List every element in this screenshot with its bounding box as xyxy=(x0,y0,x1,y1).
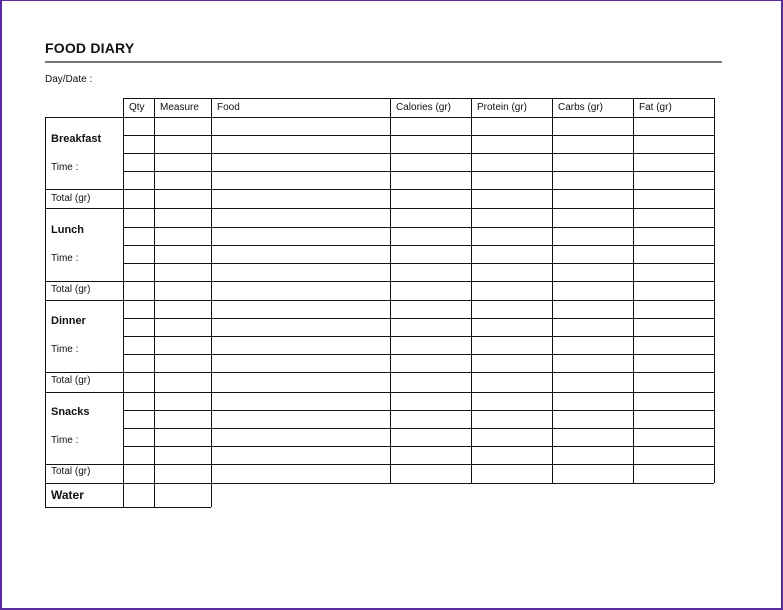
entry-cell-food[interactable] xyxy=(211,392,390,410)
grid-line xyxy=(45,208,46,300)
grid-line xyxy=(45,300,46,392)
grid-line xyxy=(714,117,715,208)
entry-cell-measure[interactable] xyxy=(154,336,211,354)
entry-cell-measure[interactable] xyxy=(154,171,211,189)
entry-cell-qty[interactable] xyxy=(123,354,154,372)
grid-line xyxy=(714,208,715,300)
entry-cell-fat[interactable] xyxy=(633,153,714,171)
entry-cell-protein[interactable] xyxy=(471,245,552,263)
column-header-calories: Calories (gr) xyxy=(396,102,452,113)
total-label-lunch: Total (gr) xyxy=(51,284,91,295)
grid-line xyxy=(390,300,391,392)
entry-cell-measure[interactable] xyxy=(154,153,211,171)
entry-cell-carbs[interactable] xyxy=(552,354,633,372)
grid-line xyxy=(633,392,634,483)
water-cell-measure[interactable] xyxy=(154,483,211,507)
entry-cell-fat[interactable] xyxy=(633,209,714,227)
column-header-protein: Protein (gr) xyxy=(477,102,528,113)
entry-cell-qty[interactable] xyxy=(123,227,154,245)
total-cell-fat[interactable] xyxy=(633,464,714,483)
grid-line xyxy=(714,98,715,117)
grid-line xyxy=(154,98,155,117)
entry-cell-calories[interactable] xyxy=(390,300,471,318)
total-cell-calories[interactable] xyxy=(390,372,471,391)
entry-cell-carbs[interactable] xyxy=(552,410,633,428)
entry-cell-carbs[interactable] xyxy=(552,318,633,336)
total-label-dinner: Total (gr) xyxy=(51,375,91,386)
entry-cell-fat[interactable] xyxy=(633,117,714,135)
entry-cell-food[interactable] xyxy=(211,428,390,446)
entry-cell-food[interactable] xyxy=(211,336,390,354)
water-cell-qty[interactable] xyxy=(123,483,154,507)
total-cell-carbs[interactable] xyxy=(552,372,633,391)
entry-cell-food[interactable] xyxy=(211,446,390,464)
grid-line xyxy=(714,392,715,483)
grid-line xyxy=(552,300,553,392)
entry-cell-carbs[interactable] xyxy=(552,446,633,464)
entry-cell-protein[interactable] xyxy=(471,410,552,428)
total-cell-food[interactable] xyxy=(211,372,390,391)
entry-cell-measure[interactable] xyxy=(154,245,211,263)
entry-cell-fat[interactable] xyxy=(633,245,714,263)
entry-cell-calories[interactable] xyxy=(390,227,471,245)
total-cell-food[interactable] xyxy=(211,464,390,483)
total-cell-carbs[interactable] xyxy=(552,281,633,300)
entry-cell-carbs[interactable] xyxy=(552,227,633,245)
entry-cell-measure[interactable] xyxy=(154,300,211,318)
entry-cell-food[interactable] xyxy=(211,263,390,281)
entry-cell-qty[interactable] xyxy=(123,245,154,263)
total-cell-qty[interactable] xyxy=(123,372,154,391)
total-cell-carbs[interactable] xyxy=(552,189,633,208)
entry-cell-protein[interactable] xyxy=(471,336,552,354)
meal-time-breakfast: Time : xyxy=(51,162,79,173)
entry-cell-fat[interactable] xyxy=(633,354,714,372)
entry-cell-measure[interactable] xyxy=(154,410,211,428)
entry-cell-measure[interactable] xyxy=(154,318,211,336)
column-header-carbs: Carbs (gr) xyxy=(558,102,604,113)
entry-cell-calories[interactable] xyxy=(390,117,471,135)
grid-line xyxy=(154,300,155,392)
entry-cell-carbs[interactable] xyxy=(552,245,633,263)
water-label: Water xyxy=(51,488,84,502)
entry-cell-fat[interactable] xyxy=(633,336,714,354)
grid-line xyxy=(123,117,124,208)
day-date-label: Day/Date : xyxy=(45,74,93,85)
entry-cell-qty[interactable] xyxy=(123,117,154,135)
grid-line xyxy=(211,117,212,208)
entry-cell-measure[interactable] xyxy=(154,428,211,446)
entry-cell-carbs[interactable] xyxy=(552,117,633,135)
page-title: FOOD DIARY xyxy=(45,40,135,56)
total-cell-measure[interactable] xyxy=(154,281,211,300)
column-header-food: Food xyxy=(217,102,240,113)
entry-cell-carbs[interactable] xyxy=(552,336,633,354)
entry-cell-fat[interactable] xyxy=(633,392,714,410)
entry-cell-measure[interactable] xyxy=(154,135,211,153)
entry-cell-carbs[interactable] xyxy=(552,392,633,410)
entry-cell-protein[interactable] xyxy=(471,263,552,281)
entry-cell-food[interactable] xyxy=(211,300,390,318)
total-cell-carbs[interactable] xyxy=(552,464,633,483)
grid-line xyxy=(390,117,391,208)
entry-cell-fat[interactable] xyxy=(633,318,714,336)
entry-cell-measure[interactable] xyxy=(154,227,211,245)
total-label-breakfast: Total (gr) xyxy=(51,193,91,204)
meal-label-lunch: Lunch xyxy=(51,224,84,236)
entry-cell-measure[interactable] xyxy=(154,354,211,372)
grid-line xyxy=(714,300,715,392)
grid-line xyxy=(552,98,553,117)
grid-line xyxy=(471,392,472,483)
entry-cell-fat[interactable] xyxy=(633,300,714,318)
entry-cell-protein[interactable] xyxy=(471,392,552,410)
meal-label-dinner: Dinner xyxy=(51,315,86,327)
total-cell-fat[interactable] xyxy=(633,189,714,208)
entry-cell-calories[interactable] xyxy=(390,336,471,354)
grid-line xyxy=(390,392,391,483)
entry-cell-fat[interactable] xyxy=(633,263,714,281)
grid-line xyxy=(154,392,155,483)
entry-cell-qty[interactable] xyxy=(123,300,154,318)
entry-cell-qty[interactable] xyxy=(123,410,154,428)
grid-line xyxy=(123,208,124,300)
grid-line xyxy=(390,98,391,117)
entry-cell-carbs[interactable] xyxy=(552,300,633,318)
grid-line xyxy=(211,300,212,392)
entry-cell-qty[interactable] xyxy=(123,209,154,227)
grid-line xyxy=(552,392,553,483)
entry-cell-measure[interactable] xyxy=(154,446,211,464)
column-header-fat: Fat (gr) xyxy=(639,102,672,113)
total-cell-calories[interactable] xyxy=(390,281,471,300)
total-cell-protein[interactable] xyxy=(471,372,552,391)
entry-cell-qty[interactable] xyxy=(123,446,154,464)
total-label-snacks: Total (gr) xyxy=(51,466,91,477)
entry-cell-measure[interactable] xyxy=(154,263,211,281)
total-cell-qty[interactable] xyxy=(123,189,154,208)
total-cell-food[interactable] xyxy=(211,189,390,208)
grid-line xyxy=(154,208,155,300)
entry-cell-calories[interactable] xyxy=(390,263,471,281)
entry-cell-qty[interactable] xyxy=(123,392,154,410)
entry-cell-calories[interactable] xyxy=(390,410,471,428)
entry-cell-calories[interactable] xyxy=(390,135,471,153)
entry-cell-protein[interactable] xyxy=(471,135,552,153)
entry-cell-food[interactable] xyxy=(211,117,390,135)
entry-cell-protein[interactable] xyxy=(471,300,552,318)
grid-line xyxy=(471,208,472,300)
entry-cell-protein[interactable] xyxy=(471,153,552,171)
total-cell-protein[interactable] xyxy=(471,189,552,208)
entry-cell-qty[interactable] xyxy=(123,153,154,171)
grid-line xyxy=(211,98,212,117)
entry-cell-food[interactable] xyxy=(211,171,390,189)
entry-cell-carbs[interactable] xyxy=(552,428,633,446)
grid-line xyxy=(45,483,46,507)
entry-cell-food[interactable] xyxy=(211,135,390,153)
entry-cell-food[interactable] xyxy=(211,318,390,336)
entry-cell-measure[interactable] xyxy=(154,209,211,227)
total-cell-fat[interactable] xyxy=(633,372,714,391)
entry-cell-qty[interactable] xyxy=(123,318,154,336)
entry-cell-fat[interactable] xyxy=(633,410,714,428)
grid-line xyxy=(211,208,212,300)
entry-cell-fat[interactable] xyxy=(633,227,714,245)
total-cell-food[interactable] xyxy=(211,281,390,300)
entry-cell-food[interactable] xyxy=(211,410,390,428)
entry-cell-calories[interactable] xyxy=(390,428,471,446)
entry-cell-protein[interactable] xyxy=(471,446,552,464)
grid-line xyxy=(123,98,124,117)
grid-line xyxy=(123,392,124,483)
entry-cell-carbs[interactable] xyxy=(552,171,633,189)
entry-cell-calories[interactable] xyxy=(390,245,471,263)
grid-line xyxy=(211,392,212,483)
entry-cell-food[interactable] xyxy=(211,245,390,263)
grid-line xyxy=(552,208,553,300)
total-cell-qty[interactable] xyxy=(123,281,154,300)
grid-line xyxy=(471,98,472,117)
entry-cell-qty[interactable] xyxy=(123,428,154,446)
entry-cell-qty[interactable] xyxy=(123,263,154,281)
total-cell-calories[interactable] xyxy=(390,189,471,208)
entry-cell-calories[interactable] xyxy=(390,153,471,171)
grid-line xyxy=(633,208,634,300)
entry-cell-protein[interactable] xyxy=(471,209,552,227)
total-cell-measure[interactable] xyxy=(154,372,211,391)
entry-cell-measure[interactable] xyxy=(154,117,211,135)
grid-line xyxy=(123,300,124,392)
grid-line xyxy=(471,117,472,208)
column-header-measure: Measure xyxy=(160,102,199,113)
meal-label-breakfast: Breakfast xyxy=(51,133,102,145)
grid-line xyxy=(211,483,212,507)
entry-cell-fat[interactable] xyxy=(633,446,714,464)
entry-cell-qty[interactable] xyxy=(123,336,154,354)
total-cell-fat[interactable] xyxy=(633,281,714,300)
entry-cell-calories[interactable] xyxy=(390,318,471,336)
entry-cell-calories[interactable] xyxy=(390,209,471,227)
entry-cell-protein[interactable] xyxy=(471,354,552,372)
entry-cell-calories[interactable] xyxy=(390,392,471,410)
grid-line xyxy=(45,507,211,508)
entry-cell-fat[interactable] xyxy=(633,135,714,153)
meal-time-snacks: Time : xyxy=(51,435,79,446)
entry-cell-carbs[interactable] xyxy=(552,209,633,227)
total-cell-protein[interactable] xyxy=(471,464,552,483)
entry-cell-protein[interactable] xyxy=(471,227,552,245)
entry-cell-fat[interactable] xyxy=(633,171,714,189)
total-cell-qty[interactable] xyxy=(123,464,154,483)
entry-cell-carbs[interactable] xyxy=(552,135,633,153)
grid-line xyxy=(45,117,46,208)
total-cell-measure[interactable] xyxy=(154,189,211,208)
grid-line xyxy=(45,392,46,483)
entry-cell-food[interactable] xyxy=(211,209,390,227)
entry-cell-measure[interactable] xyxy=(154,392,211,410)
meal-time-dinner: Time : xyxy=(51,344,79,355)
entry-cell-protein[interactable] xyxy=(471,171,552,189)
total-cell-measure[interactable] xyxy=(154,464,211,483)
entry-cell-carbs[interactable] xyxy=(552,263,633,281)
grid-line xyxy=(633,98,634,117)
grid-line xyxy=(154,117,155,208)
entry-cell-calories[interactable] xyxy=(390,446,471,464)
grid-line xyxy=(633,117,634,208)
meal-time-lunch: Time : xyxy=(51,253,79,264)
entry-cell-calories[interactable] xyxy=(390,354,471,372)
total-cell-calories[interactable] xyxy=(390,464,471,483)
entry-cell-qty[interactable] xyxy=(123,135,154,153)
column-header-qty: Qty xyxy=(129,102,145,113)
entry-cell-protein[interactable] xyxy=(471,318,552,336)
meal-label-snacks: Snacks xyxy=(51,406,90,418)
grid-line xyxy=(390,208,391,300)
entry-cell-protein[interactable] xyxy=(471,428,552,446)
entry-cell-food[interactable] xyxy=(211,354,390,372)
grid-line xyxy=(471,300,472,392)
grid-line xyxy=(552,117,553,208)
entry-cell-protein[interactable] xyxy=(471,117,552,135)
entry-cell-calories[interactable] xyxy=(390,171,471,189)
total-cell-protein[interactable] xyxy=(471,281,552,300)
entry-cell-food[interactable] xyxy=(211,153,390,171)
entry-cell-fat[interactable] xyxy=(633,428,714,446)
grid-line xyxy=(633,300,634,392)
entry-cell-carbs[interactable] xyxy=(552,153,633,171)
title-divider xyxy=(45,61,722,63)
entry-cell-qty[interactable] xyxy=(123,171,154,189)
entry-cell-food[interactable] xyxy=(211,227,390,245)
